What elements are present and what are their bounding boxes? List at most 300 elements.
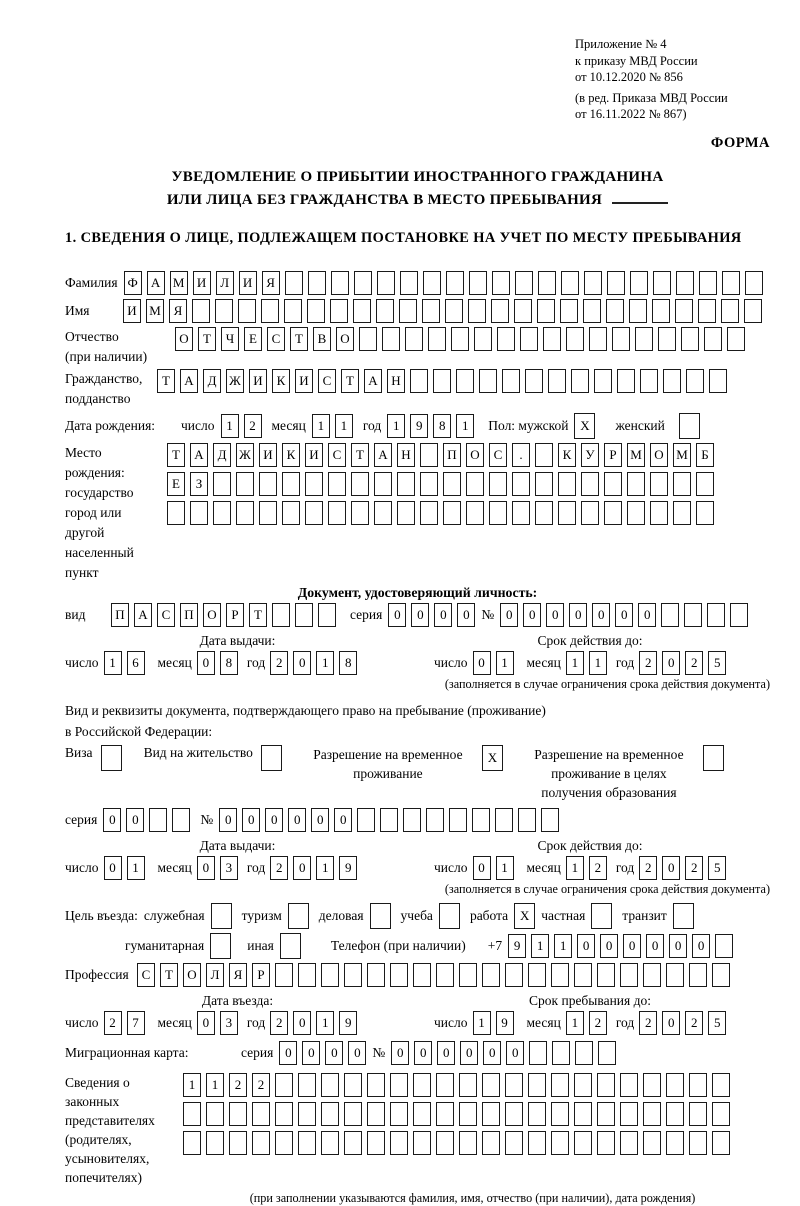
surname-cell[interactable] xyxy=(676,271,694,295)
representative-cell[interactable] xyxy=(390,1131,408,1155)
birth-place-cell[interactable] xyxy=(650,501,668,525)
profession-cell[interactable] xyxy=(459,963,477,987)
birth-place-cell[interactable]: И xyxy=(259,443,277,467)
representative-cell[interactable] xyxy=(321,1102,339,1126)
representative-cell[interactable]: 1 xyxy=(183,1073,201,1097)
representative-cell[interactable]: 2 xyxy=(252,1073,270,1097)
migration-number-cell[interactable]: 0 xyxy=(506,1041,524,1065)
birth-place-cell[interactable] xyxy=(305,472,323,496)
citizenship-cell[interactable] xyxy=(617,369,635,393)
migration-series-cell[interactable]: 0 xyxy=(348,1041,366,1065)
migration-number-cell[interactable]: 0 xyxy=(391,1041,409,1065)
stay-year-cell[interactable]: 5 xyxy=(708,1011,726,1035)
citizenship-cell[interactable] xyxy=(640,369,658,393)
birth-place-cell[interactable] xyxy=(213,472,231,496)
birth-place-cell[interactable]: . xyxy=(512,443,530,467)
representative-cell[interactable] xyxy=(528,1073,546,1097)
representative-cell[interactable] xyxy=(183,1131,201,1155)
representative-cell[interactable] xyxy=(551,1131,569,1155)
representative-cell[interactable] xyxy=(436,1102,454,1126)
birth-place-cell[interactable]: И xyxy=(305,443,323,467)
birth-place-cell[interactable] xyxy=(535,472,553,496)
birth-place-cell[interactable] xyxy=(443,472,461,496)
representative-cell[interactable] xyxy=(620,1131,638,1155)
purpose-official-checkbox[interactable] xyxy=(211,903,232,929)
male-checkbox[interactable]: X xyxy=(574,413,595,439)
patronymic-cell[interactable]: О xyxy=(336,327,354,351)
residence-number-cell[interactable]: 0 xyxy=(311,808,329,832)
representative-cell[interactable] xyxy=(321,1073,339,1097)
profession-cell[interactable] xyxy=(413,963,431,987)
citizenship-cell[interactable] xyxy=(594,369,612,393)
profession-cell[interactable] xyxy=(551,963,569,987)
representative-cell[interactable] xyxy=(390,1102,408,1126)
birth-place-cell[interactable] xyxy=(236,501,254,525)
phone-digit-cell[interactable]: 9 xyxy=(508,934,526,958)
doc-type-cell[interactable] xyxy=(272,603,290,627)
patronymic-cell[interactable] xyxy=(681,327,699,351)
residence-issue-month-cell[interactable]: 3 xyxy=(220,856,238,880)
name-cell[interactable] xyxy=(422,299,440,323)
patronymic-cell[interactable] xyxy=(359,327,377,351)
name-cell[interactable] xyxy=(468,299,486,323)
doc-type-cell[interactable]: Т xyxy=(249,603,267,627)
surname-cell[interactable] xyxy=(285,271,303,295)
profession-cell[interactable]: Я xyxy=(229,963,247,987)
identity-expiry-day-cell[interactable]: 0 xyxy=(473,651,491,675)
representative-cell[interactable] xyxy=(390,1073,408,1097)
residence-issue-day-cell[interactable]: 1 xyxy=(127,856,145,880)
residence-series-cell[interactable]: 0 xyxy=(103,808,121,832)
surname-cell[interactable] xyxy=(492,271,510,295)
surname-cell[interactable] xyxy=(561,271,579,295)
profession-cell[interactable]: С xyxy=(137,963,155,987)
surname-cell[interactable]: М xyxy=(170,271,188,295)
identity-expiry-day-cell[interactable]: 1 xyxy=(496,651,514,675)
surname-cell[interactable] xyxy=(653,271,671,295)
purpose-other-checkbox[interactable] xyxy=(280,933,301,959)
surname-cell[interactable] xyxy=(354,271,372,295)
birth-place-cell[interactable]: П xyxy=(443,443,461,467)
profession-cell[interactable] xyxy=(367,963,385,987)
birth-place-cell[interactable] xyxy=(167,501,185,525)
temporary-residence-permit-checkbox[interactable]: X xyxy=(482,745,503,771)
entry-month-cell[interactable]: 3 xyxy=(220,1011,238,1035)
surname-cell[interactable]: А xyxy=(147,271,165,295)
birth-place-cell[interactable] xyxy=(397,501,415,525)
patronymic-cell[interactable] xyxy=(635,327,653,351)
residence-number-cell[interactable]: 0 xyxy=(242,808,260,832)
birth-place-cell[interactable] xyxy=(696,501,714,525)
female-checkbox[interactable] xyxy=(679,413,700,439)
doc-number-cell[interactable]: 0 xyxy=(569,603,587,627)
representative-cell[interactable] xyxy=(459,1102,477,1126)
representative-cell[interactable] xyxy=(436,1073,454,1097)
birth-place-cell[interactable] xyxy=(351,501,369,525)
patronymic-cell[interactable] xyxy=(543,327,561,351)
identity-issue-month-cell[interactable]: 8 xyxy=(220,651,238,675)
doc-type-cell[interactable] xyxy=(295,603,313,627)
purpose-study-checkbox[interactable] xyxy=(439,903,460,929)
patronymic-cell[interactable] xyxy=(658,327,676,351)
doc-type-cell[interactable]: П xyxy=(111,603,129,627)
birth-place-cell[interactable] xyxy=(673,501,691,525)
birth-place-cell[interactable] xyxy=(650,472,668,496)
citizenship-cell[interactable]: С xyxy=(318,369,336,393)
birth-place-cell[interactable]: Т xyxy=(167,443,185,467)
birth-place-cell[interactable] xyxy=(374,472,392,496)
residence-expiry-month-cell[interactable]: 1 xyxy=(566,856,584,880)
surname-cell[interactable] xyxy=(538,271,556,295)
residence-number-cell[interactable] xyxy=(403,808,421,832)
name-cell[interactable] xyxy=(307,299,325,323)
doc-number-cell[interactable]: 0 xyxy=(615,603,633,627)
representative-cell[interactable] xyxy=(597,1073,615,1097)
residence-issue-year-cell[interactable]: 0 xyxy=(293,856,311,880)
representative-cell[interactable] xyxy=(459,1073,477,1097)
profession-cell[interactable] xyxy=(666,963,684,987)
surname-cell[interactable] xyxy=(469,271,487,295)
representative-cell[interactable] xyxy=(643,1131,661,1155)
citizenship-cell[interactable] xyxy=(663,369,681,393)
patronymic-cell[interactable] xyxy=(589,327,607,351)
doc-number-cell[interactable] xyxy=(730,603,748,627)
doc-type-cell[interactable]: П xyxy=(180,603,198,627)
purpose-private-checkbox[interactable] xyxy=(591,903,612,929)
patronymic-cell[interactable] xyxy=(727,327,745,351)
phone-digit-cell[interactable] xyxy=(715,934,733,958)
migration-number-cell[interactable] xyxy=(575,1041,593,1065)
phone-digit-cell[interactable]: 1 xyxy=(554,934,572,958)
citizenship-cell[interactable]: Т xyxy=(341,369,359,393)
phone-digit-cell[interactable]: 0 xyxy=(692,934,710,958)
name-cell[interactable]: М xyxy=(146,299,164,323)
representative-cell[interactable] xyxy=(712,1102,730,1126)
identity-issue-year-cell[interactable]: 2 xyxy=(270,651,288,675)
identity-expiry-month-cell[interactable]: 1 xyxy=(589,651,607,675)
birth-place-cell[interactable] xyxy=(420,501,438,525)
citizenship-cell[interactable]: И xyxy=(249,369,267,393)
patronymic-cell[interactable]: Ч xyxy=(221,327,239,351)
representative-cell[interactable] xyxy=(436,1131,454,1155)
representative-cell[interactable] xyxy=(712,1131,730,1155)
surname-cell[interactable] xyxy=(584,271,602,295)
birth-place-cell[interactable] xyxy=(213,501,231,525)
surname-cell[interactable] xyxy=(607,271,625,295)
entry-year-cell[interactable]: 1 xyxy=(316,1011,334,1035)
representative-cell[interactable] xyxy=(413,1131,431,1155)
profession-cell[interactable]: Т xyxy=(160,963,178,987)
name-cell[interactable] xyxy=(698,299,716,323)
representative-cell[interactable] xyxy=(643,1102,661,1126)
identity-issue-month-cell[interactable]: 0 xyxy=(197,651,215,675)
representative-cell[interactable] xyxy=(597,1102,615,1126)
residence-number-cell[interactable] xyxy=(357,808,375,832)
name-cell[interactable] xyxy=(537,299,555,323)
name-cell[interactable] xyxy=(330,299,348,323)
birth-place-cell[interactable] xyxy=(466,472,484,496)
doc-type-cell[interactable]: Р xyxy=(226,603,244,627)
birth-place-cell[interactable]: Д xyxy=(213,443,231,467)
citizenship-cell[interactable] xyxy=(571,369,589,393)
patronymic-cell[interactable] xyxy=(704,327,722,351)
stay-day-cell[interactable]: 1 xyxy=(473,1011,491,1035)
citizenship-cell[interactable] xyxy=(686,369,704,393)
citizenship-cell[interactable] xyxy=(410,369,428,393)
profession-cell[interactable] xyxy=(344,963,362,987)
representative-cell[interactable] xyxy=(367,1073,385,1097)
profession-cell[interactable]: Р xyxy=(252,963,270,987)
representative-cell[interactable] xyxy=(666,1073,684,1097)
birth-place-cell[interactable] xyxy=(627,501,645,525)
stay-day-cell[interactable]: 9 xyxy=(496,1011,514,1035)
representative-cell[interactable] xyxy=(505,1131,523,1155)
name-cell[interactable]: Я xyxy=(169,299,187,323)
representative-cell[interactable] xyxy=(620,1073,638,1097)
birth-place-cell[interactable] xyxy=(696,472,714,496)
birth-place-cell[interactable] xyxy=(328,472,346,496)
birth-place-cell[interactable]: З xyxy=(190,472,208,496)
patronymic-cell[interactable]: В xyxy=(313,327,331,351)
birth-place-cell[interactable] xyxy=(282,501,300,525)
entry-month-cell[interactable]: 0 xyxy=(197,1011,215,1035)
doc-number-cell[interactable] xyxy=(707,603,725,627)
residence-issue-year-cell[interactable]: 9 xyxy=(339,856,357,880)
patronymic-cell[interactable]: Е xyxy=(244,327,262,351)
representative-cell[interactable] xyxy=(229,1102,247,1126)
birth-place-cell[interactable]: Е xyxy=(167,472,185,496)
doc-number-cell[interactable]: 0 xyxy=(638,603,656,627)
residence-number-cell[interactable] xyxy=(426,808,444,832)
residence-expiry-month-cell[interactable]: 2 xyxy=(589,856,607,880)
name-cell[interactable] xyxy=(192,299,210,323)
patronymic-cell[interactable] xyxy=(405,327,423,351)
purpose-humanitarian-checkbox[interactable] xyxy=(210,933,231,959)
migration-number-cell[interactable]: 0 xyxy=(460,1041,478,1065)
birth-place-cell[interactable]: К xyxy=(282,443,300,467)
doc-number-cell[interactable] xyxy=(661,603,679,627)
temporary-residence-education-checkbox[interactable] xyxy=(703,745,724,771)
name-cell[interactable] xyxy=(284,299,302,323)
migration-series-cell[interactable]: 0 xyxy=(302,1041,320,1065)
patronymic-cell[interactable]: Т xyxy=(290,327,308,351)
surname-cell[interactable]: Ф xyxy=(124,271,142,295)
name-cell[interactable] xyxy=(215,299,233,323)
residence-expiry-day-cell[interactable]: 0 xyxy=(473,856,491,880)
phone-digit-cell[interactable]: 0 xyxy=(600,934,618,958)
surname-cell[interactable] xyxy=(699,271,717,295)
doc-type-cell[interactable]: С xyxy=(157,603,175,627)
birth-place-cell[interactable] xyxy=(397,472,415,496)
profession-cell[interactable] xyxy=(390,963,408,987)
birth-place-cell[interactable]: Т xyxy=(351,443,369,467)
doc-series-cell[interactable]: 0 xyxy=(434,603,452,627)
identity-expiry-year-cell[interactable]: 2 xyxy=(639,651,657,675)
name-cell[interactable] xyxy=(721,299,739,323)
migration-number-cell[interactable] xyxy=(598,1041,616,1065)
migration-number-cell[interactable]: 0 xyxy=(483,1041,501,1065)
surname-cell[interactable] xyxy=(400,271,418,295)
name-cell[interactable] xyxy=(583,299,601,323)
citizenship-cell[interactable] xyxy=(502,369,520,393)
profession-cell[interactable] xyxy=(689,963,707,987)
residence-expiry-year-cell[interactable]: 5 xyxy=(708,856,726,880)
representative-cell[interactable] xyxy=(252,1131,270,1155)
residence-issue-year-cell[interactable]: 2 xyxy=(270,856,288,880)
representative-cell[interactable] xyxy=(183,1102,201,1126)
residence-series-cell[interactable] xyxy=(172,808,190,832)
surname-cell[interactable] xyxy=(745,271,763,295)
residence-number-cell[interactable]: 0 xyxy=(334,808,352,832)
doc-type-cell[interactable]: О xyxy=(203,603,221,627)
citizenship-cell[interactable]: Н xyxy=(387,369,405,393)
profession-cell[interactable] xyxy=(275,963,293,987)
birth-place-cell[interactable] xyxy=(581,472,599,496)
identity-issue-year-cell[interactable]: 0 xyxy=(293,651,311,675)
representative-cell[interactable] xyxy=(551,1102,569,1126)
birth-place-cell[interactable] xyxy=(627,472,645,496)
visa-checkbox[interactable] xyxy=(101,745,122,771)
representative-cell[interactable] xyxy=(528,1131,546,1155)
name-cell[interactable] xyxy=(238,299,256,323)
citizenship-cell[interactable]: Ж xyxy=(226,369,244,393)
birth-place-cell[interactable]: М xyxy=(627,443,645,467)
patronymic-cell[interactable] xyxy=(566,327,584,351)
residence-number-cell[interactable] xyxy=(380,808,398,832)
name-cell[interactable] xyxy=(261,299,279,323)
representative-cell[interactable] xyxy=(482,1131,500,1155)
representative-cell[interactable] xyxy=(344,1102,362,1126)
migration-number-cell[interactable]: 0 xyxy=(414,1041,432,1065)
surname-cell[interactable] xyxy=(722,271,740,295)
name-cell[interactable] xyxy=(514,299,532,323)
citizenship-cell[interactable]: К xyxy=(272,369,290,393)
representative-cell[interactable] xyxy=(505,1073,523,1097)
residence-expiry-year-cell[interactable]: 2 xyxy=(639,856,657,880)
birth-place-cell[interactable] xyxy=(374,501,392,525)
representative-cell[interactable] xyxy=(252,1102,270,1126)
birth-day-cell[interactable]: 1 xyxy=(221,414,239,438)
representative-cell[interactable] xyxy=(321,1131,339,1155)
profession-cell[interactable] xyxy=(643,963,661,987)
birth-place-cell[interactable] xyxy=(512,501,530,525)
profession-cell[interactable] xyxy=(712,963,730,987)
birth-place-cell[interactable]: О xyxy=(466,443,484,467)
doc-number-cell[interactable] xyxy=(684,603,702,627)
birth-place-cell[interactable]: Б xyxy=(696,443,714,467)
identity-issue-year-cell[interactable]: 1 xyxy=(316,651,334,675)
birth-place-cell[interactable]: О xyxy=(650,443,668,467)
identity-expiry-month-cell[interactable]: 1 xyxy=(566,651,584,675)
representative-cell[interactable] xyxy=(528,1102,546,1126)
birth-place-cell[interactable] xyxy=(673,472,691,496)
residence-expiry-year-cell[interactable]: 0 xyxy=(662,856,680,880)
name-cell[interactable] xyxy=(744,299,762,323)
residence-issue-month-cell[interactable]: 0 xyxy=(197,856,215,880)
profession-cell[interactable] xyxy=(505,963,523,987)
birth-year-cell[interactable]: 9 xyxy=(410,414,428,438)
stay-month-cell[interactable]: 2 xyxy=(589,1011,607,1035)
surname-cell[interactable]: Л xyxy=(216,271,234,295)
surname-cell[interactable]: И xyxy=(239,271,257,295)
citizenship-cell[interactable]: Д xyxy=(203,369,221,393)
representative-cell[interactable] xyxy=(551,1073,569,1097)
birth-month-cell[interactable]: 1 xyxy=(335,414,353,438)
name-cell[interactable] xyxy=(445,299,463,323)
birth-place-cell[interactable] xyxy=(558,472,576,496)
purpose-transit-checkbox[interactable] xyxy=(673,903,694,929)
representative-cell[interactable] xyxy=(689,1131,707,1155)
citizenship-cell[interactable]: А xyxy=(364,369,382,393)
birth-place-cell[interactable] xyxy=(259,501,277,525)
doc-number-cell[interactable]: 0 xyxy=(500,603,518,627)
doc-series-cell[interactable]: 0 xyxy=(457,603,475,627)
name-cell[interactable] xyxy=(675,299,693,323)
name-cell[interactable]: И xyxy=(123,299,141,323)
representative-cell[interactable] xyxy=(367,1102,385,1126)
birth-place-cell[interactable] xyxy=(282,472,300,496)
residence-number-cell[interactable]: 0 xyxy=(219,808,237,832)
phone-digit-cell[interactable]: 0 xyxy=(577,934,595,958)
name-cell[interactable] xyxy=(606,299,624,323)
profession-cell[interactable] xyxy=(436,963,454,987)
entry-year-cell[interactable]: 2 xyxy=(270,1011,288,1035)
birth-place-cell[interactable] xyxy=(351,472,369,496)
representative-cell[interactable] xyxy=(275,1131,293,1155)
representative-cell[interactable] xyxy=(712,1073,730,1097)
representative-cell[interactable] xyxy=(689,1102,707,1126)
birth-place-cell[interactable] xyxy=(259,472,277,496)
name-cell[interactable] xyxy=(376,299,394,323)
profession-cell[interactable]: Л xyxy=(206,963,224,987)
representative-cell[interactable] xyxy=(298,1131,316,1155)
birth-place-cell[interactable] xyxy=(305,501,323,525)
representative-cell[interactable] xyxy=(275,1073,293,1097)
citizenship-cell[interactable] xyxy=(479,369,497,393)
birth-place-cell[interactable] xyxy=(581,501,599,525)
representative-cell[interactable] xyxy=(482,1102,500,1126)
patronymic-cell[interactable] xyxy=(497,327,515,351)
surname-cell[interactable] xyxy=(331,271,349,295)
phone-digit-cell[interactable]: 1 xyxy=(531,934,549,958)
birth-place-cell[interactable]: С xyxy=(489,443,507,467)
representative-cell[interactable]: 2 xyxy=(229,1073,247,1097)
birth-place-cell[interactable]: Н xyxy=(397,443,415,467)
birth-place-cell[interactable]: К xyxy=(558,443,576,467)
profession-cell[interactable] xyxy=(574,963,592,987)
surname-cell[interactable]: И xyxy=(193,271,211,295)
doc-number-cell[interactable]: 0 xyxy=(546,603,564,627)
doc-series-cell[interactable]: 0 xyxy=(411,603,429,627)
entry-day-cell[interactable]: 7 xyxy=(127,1011,145,1035)
surname-cell[interactable] xyxy=(515,271,533,295)
stay-year-cell[interactable]: 0 xyxy=(662,1011,680,1035)
identity-issue-day-cell[interactable]: 1 xyxy=(104,651,122,675)
profession-cell[interactable] xyxy=(597,963,615,987)
residence-number-cell[interactable] xyxy=(495,808,513,832)
birth-place-cell[interactable] xyxy=(489,472,507,496)
citizenship-cell[interactable]: А xyxy=(180,369,198,393)
name-cell[interactable] xyxy=(353,299,371,323)
profession-cell[interactable] xyxy=(298,963,316,987)
residence-issue-year-cell[interactable]: 1 xyxy=(316,856,334,880)
patronymic-cell[interactable] xyxy=(451,327,469,351)
stay-year-cell[interactable]: 2 xyxy=(685,1011,703,1035)
surname-cell[interactable]: Я xyxy=(262,271,280,295)
birth-place-cell[interactable]: М xyxy=(673,443,691,467)
residence-issue-day-cell[interactable]: 0 xyxy=(104,856,122,880)
migration-number-cell[interactable]: 0 xyxy=(437,1041,455,1065)
